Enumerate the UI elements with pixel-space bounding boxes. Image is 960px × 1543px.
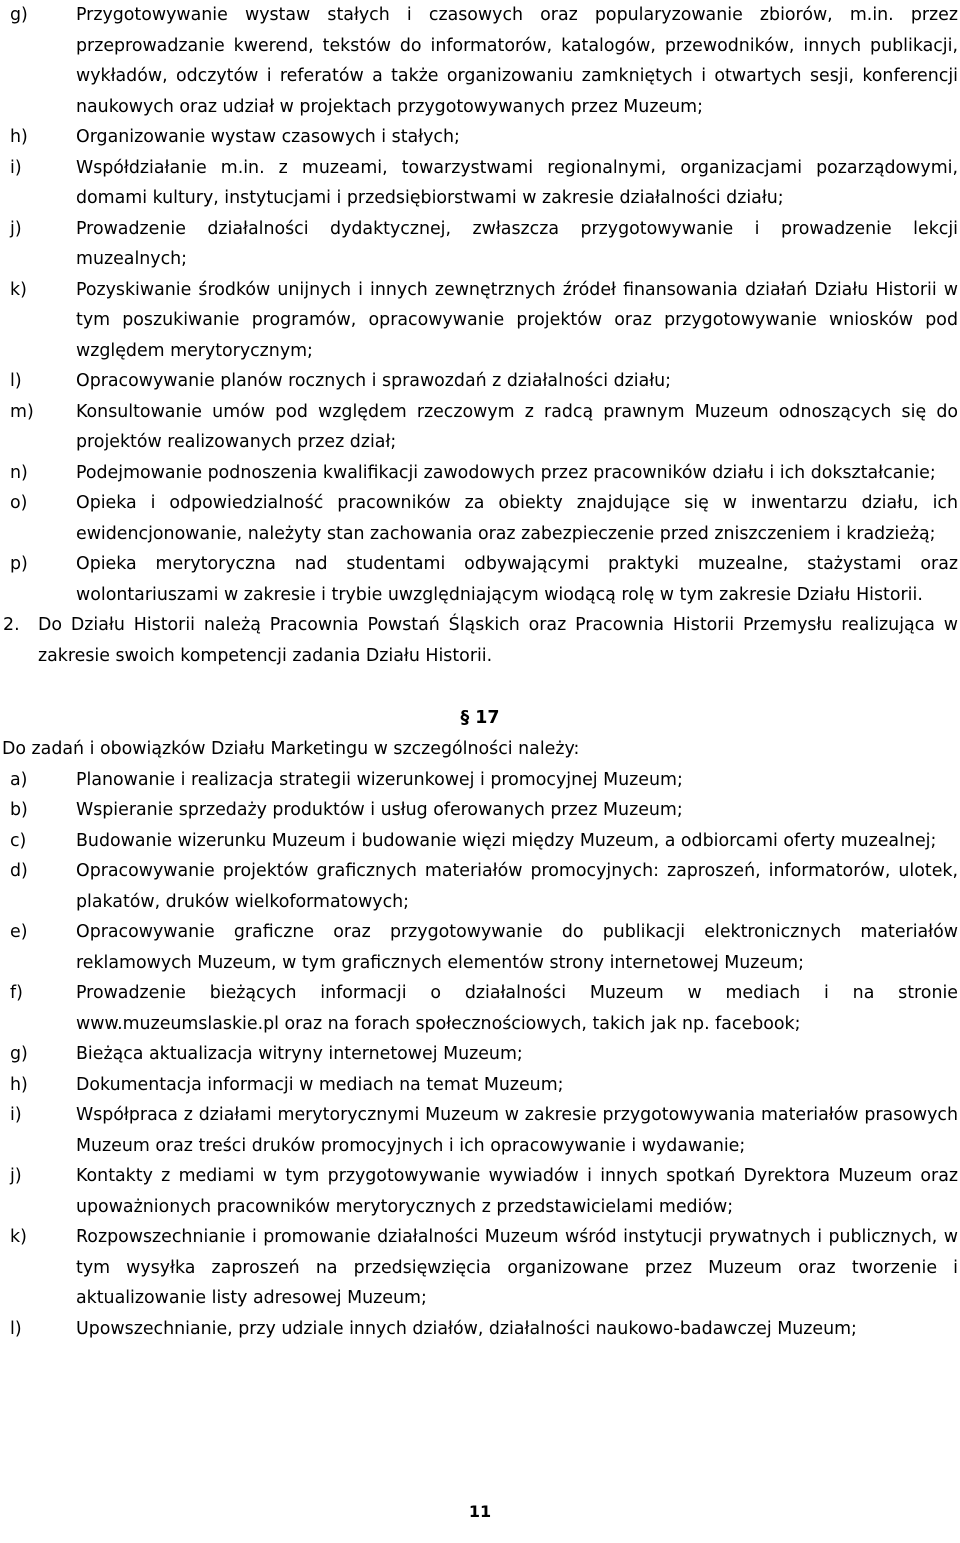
list-item-text: Współdziałanie m.in. z muzeami, towarzystwami regionalnymi, organizacjami pozarządowymi, domami kultury, instytucjami i przedsiębiorstwami w zakresie działalności działu;	[76, 157, 958, 208]
list-marker: b)	[10, 800, 28, 820]
list-item-text: Pozyskiwanie środków unijnych i innych zewnętrznych źródeł finansowania działań Działu Historii w tym poszukiwanie programów, opracowywanie projektów oraz przygotowywanie wniosków pod względem merytorycznym;	[76, 279, 958, 361]
list-marker: g)	[10, 1044, 28, 1064]
list-item	[0, 153, 960, 214]
list-item-text: Bieżąca aktualizacja witryny internetowej Muzeum;	[76, 1044, 523, 1064]
list-item	[0, 1039, 960, 1070]
list-item	[0, 549, 960, 610]
list-item	[0, 214, 960, 275]
list-item-text: Opracowywanie planów rocznych i sprawozdań z działalności działu;	[76, 371, 672, 391]
list-marker: e)	[10, 922, 28, 942]
list-marker: p)	[10, 554, 28, 574]
list-item-text: Upowszechnianie, przy udziale innych działów, działalności naukowo-badawczej Muzeum;	[76, 1318, 857, 1339]
list-marker: c)	[10, 830, 27, 851]
list-item	[0, 0, 960, 122]
list-item	[0, 1100, 960, 1161]
point-number: 2.	[3, 615, 20, 635]
list-marker: n)	[10, 462, 28, 483]
list-item	[0, 122, 960, 153]
list-marker: i)	[10, 1105, 22, 1125]
list-marker: k)	[10, 1227, 27, 1247]
list-marker: d)	[10, 861, 28, 881]
list-marker: g)	[10, 5, 28, 25]
list-marker: f)	[10, 983, 23, 1003]
list-item-text: Opracowywanie graficzne oraz przygotowywanie do publikacji elektronicznych materiałów reklamowych Muzeum, w tym graficznych elementów strony internetowej Muzeum;	[76, 922, 958, 973]
list-item-text: Budowanie wizerunku Muzeum i budowanie więzi między Muzeum, a odbiorcami oferty muzealnej;	[76, 830, 937, 851]
list-item	[0, 856, 960, 917]
list-item-text: Dokumentacja informacji w mediach na temat Muzeum;	[76, 1074, 564, 1095]
list-item-text: Wspieranie sprzedaży produktów i usług oferowanych przez Muzeum;	[76, 800, 683, 820]
list-item-text: Organizowanie wystaw czasowych i stałych;	[76, 127, 460, 147]
list-item	[0, 978, 960, 1039]
list-item	[0, 458, 960, 489]
list-item	[0, 397, 960, 458]
list-marker: j)	[10, 218, 22, 239]
list-item-text: Przygotowywanie wystaw stałych i czasowych oraz popularyzowanie zbiorów, m.in. przez przeprowadzanie kwerend, tekstów do informatorów, katalogów, przewodników, innych publikacji, wykładów, odczytów i referatów a także organizowaniu zamkniętych i otwartych sesji, konferencji naukowych oraz udział w projektach przygotowywanych przez Muzeum;	[76, 5, 958, 117]
page-number: 11	[468, 1502, 492, 1521]
list-marker: m)	[10, 401, 34, 422]
section-16-list	[0, 0, 960, 610]
list-item-text: Rozpowszechnianie i promowanie działalności Muzeum wśród instytucji prywatnych i publicznych, w tym wysyłka zaproszeń na przedsięwzięcia organizowane przez Muzeum oraz tworzenie i aktualizowanie listy adresowej Muzeum;	[76, 1227, 958, 1308]
numbered-point-2	[0, 610, 960, 671]
list-item-text: Współpraca z działami merytorycznymi Muzeum w zakresie przygotowywania materiałów prasowych Muzeum oraz treści druków promocyjnych i ich opracowywanie i wydawanie;	[76, 1105, 958, 1156]
list-marker: l)	[10, 1318, 22, 1339]
list-item	[0, 765, 960, 796]
list-item-text: Opracowywanie projektów graficznych materiałów promocyjnych: zaproszeń, informatorów, ulotek, plakatów, druków wielkoformatowych;	[76, 861, 958, 912]
list-item-text: Prowadzenie bieżących informacji o działalności Muzeum w mediach i na stronie www.muzeumslaskie.pl oraz na forach społecznościowych, takich jak np. facebook;	[76, 983, 958, 1034]
list-item	[0, 488, 960, 549]
list-item-text: Opieka merytoryczna nad studentami odbywającymi praktyki muzealne, stażystami oraz wolontariuszami w zakresie i trybie uwzględniającym wiodącą rolę w tym zakresie Działu Historii.	[76, 554, 958, 605]
list-marker: k)	[10, 279, 27, 300]
list-marker: a)	[10, 769, 28, 790]
list-marker: o)	[10, 493, 28, 513]
list-marker: j)	[10, 1166, 22, 1186]
list-item	[0, 795, 960, 826]
list-item	[0, 275, 960, 367]
list-item-text: Kontakty z mediami w tym przygotowywanie wywiadów i innych spotkań Dyrektora Muzeum oraz upoważnionych pracowników merytorycznych z przedstawicielami mediów;	[76, 1166, 958, 1217]
list-marker: l)	[10, 371, 22, 391]
list-item-text: Opieka i odpowiedzialność pracowników za obiekty znajdujące się w inwentarzu działu, ich ewidencjonowanie, należyty stan zachowania oraz zabezpieczenie przed zniszczeniem i kradzieżą;	[76, 493, 958, 544]
list-item	[0, 917, 960, 978]
list-item	[0, 1314, 960, 1345]
section-17-list	[0, 765, 960, 1345]
section-17-intro: Do zadań i obowiązków Działu Marketingu w szczególności należy:	[2, 739, 580, 759]
list-marker: h)	[10, 127, 28, 147]
point-text: Do Działu Historii należą Pracownia Powstań Śląskich oraz Pracownia Historii Przemysłu realizująca w zakresie swoich kompetencji zadania Działu Historii.	[38, 615, 958, 666]
list-item	[0, 366, 960, 397]
list-item	[0, 826, 960, 857]
section-17-heading: § 17	[460, 708, 500, 728]
list-item-text: Konsultowanie umów pod względem rzeczowym z radcą prawnym Muzeum odnoszących się do projektów realizowanych przez dział;	[76, 401, 958, 452]
list-item-text: Podejmowanie podnoszenia kwalifikacji zawodowych przez pracowników działu i ich dokształcanie;	[76, 462, 936, 483]
list-item-text: Prowadzenie działalności dydaktycznej, zwłaszcza przygotowywanie i prowadzenie lekcji muzealnych;	[76, 218, 958, 269]
list-item	[0, 1222, 960, 1314]
list-item-text: Planowanie i realizacja strategii wizerunkowej i promocyjnej Muzeum;	[76, 769, 683, 790]
list-item	[0, 1070, 960, 1101]
list-item	[0, 1161, 960, 1222]
list-marker: i)	[10, 157, 22, 178]
list-marker: h)	[10, 1074, 28, 1095]
